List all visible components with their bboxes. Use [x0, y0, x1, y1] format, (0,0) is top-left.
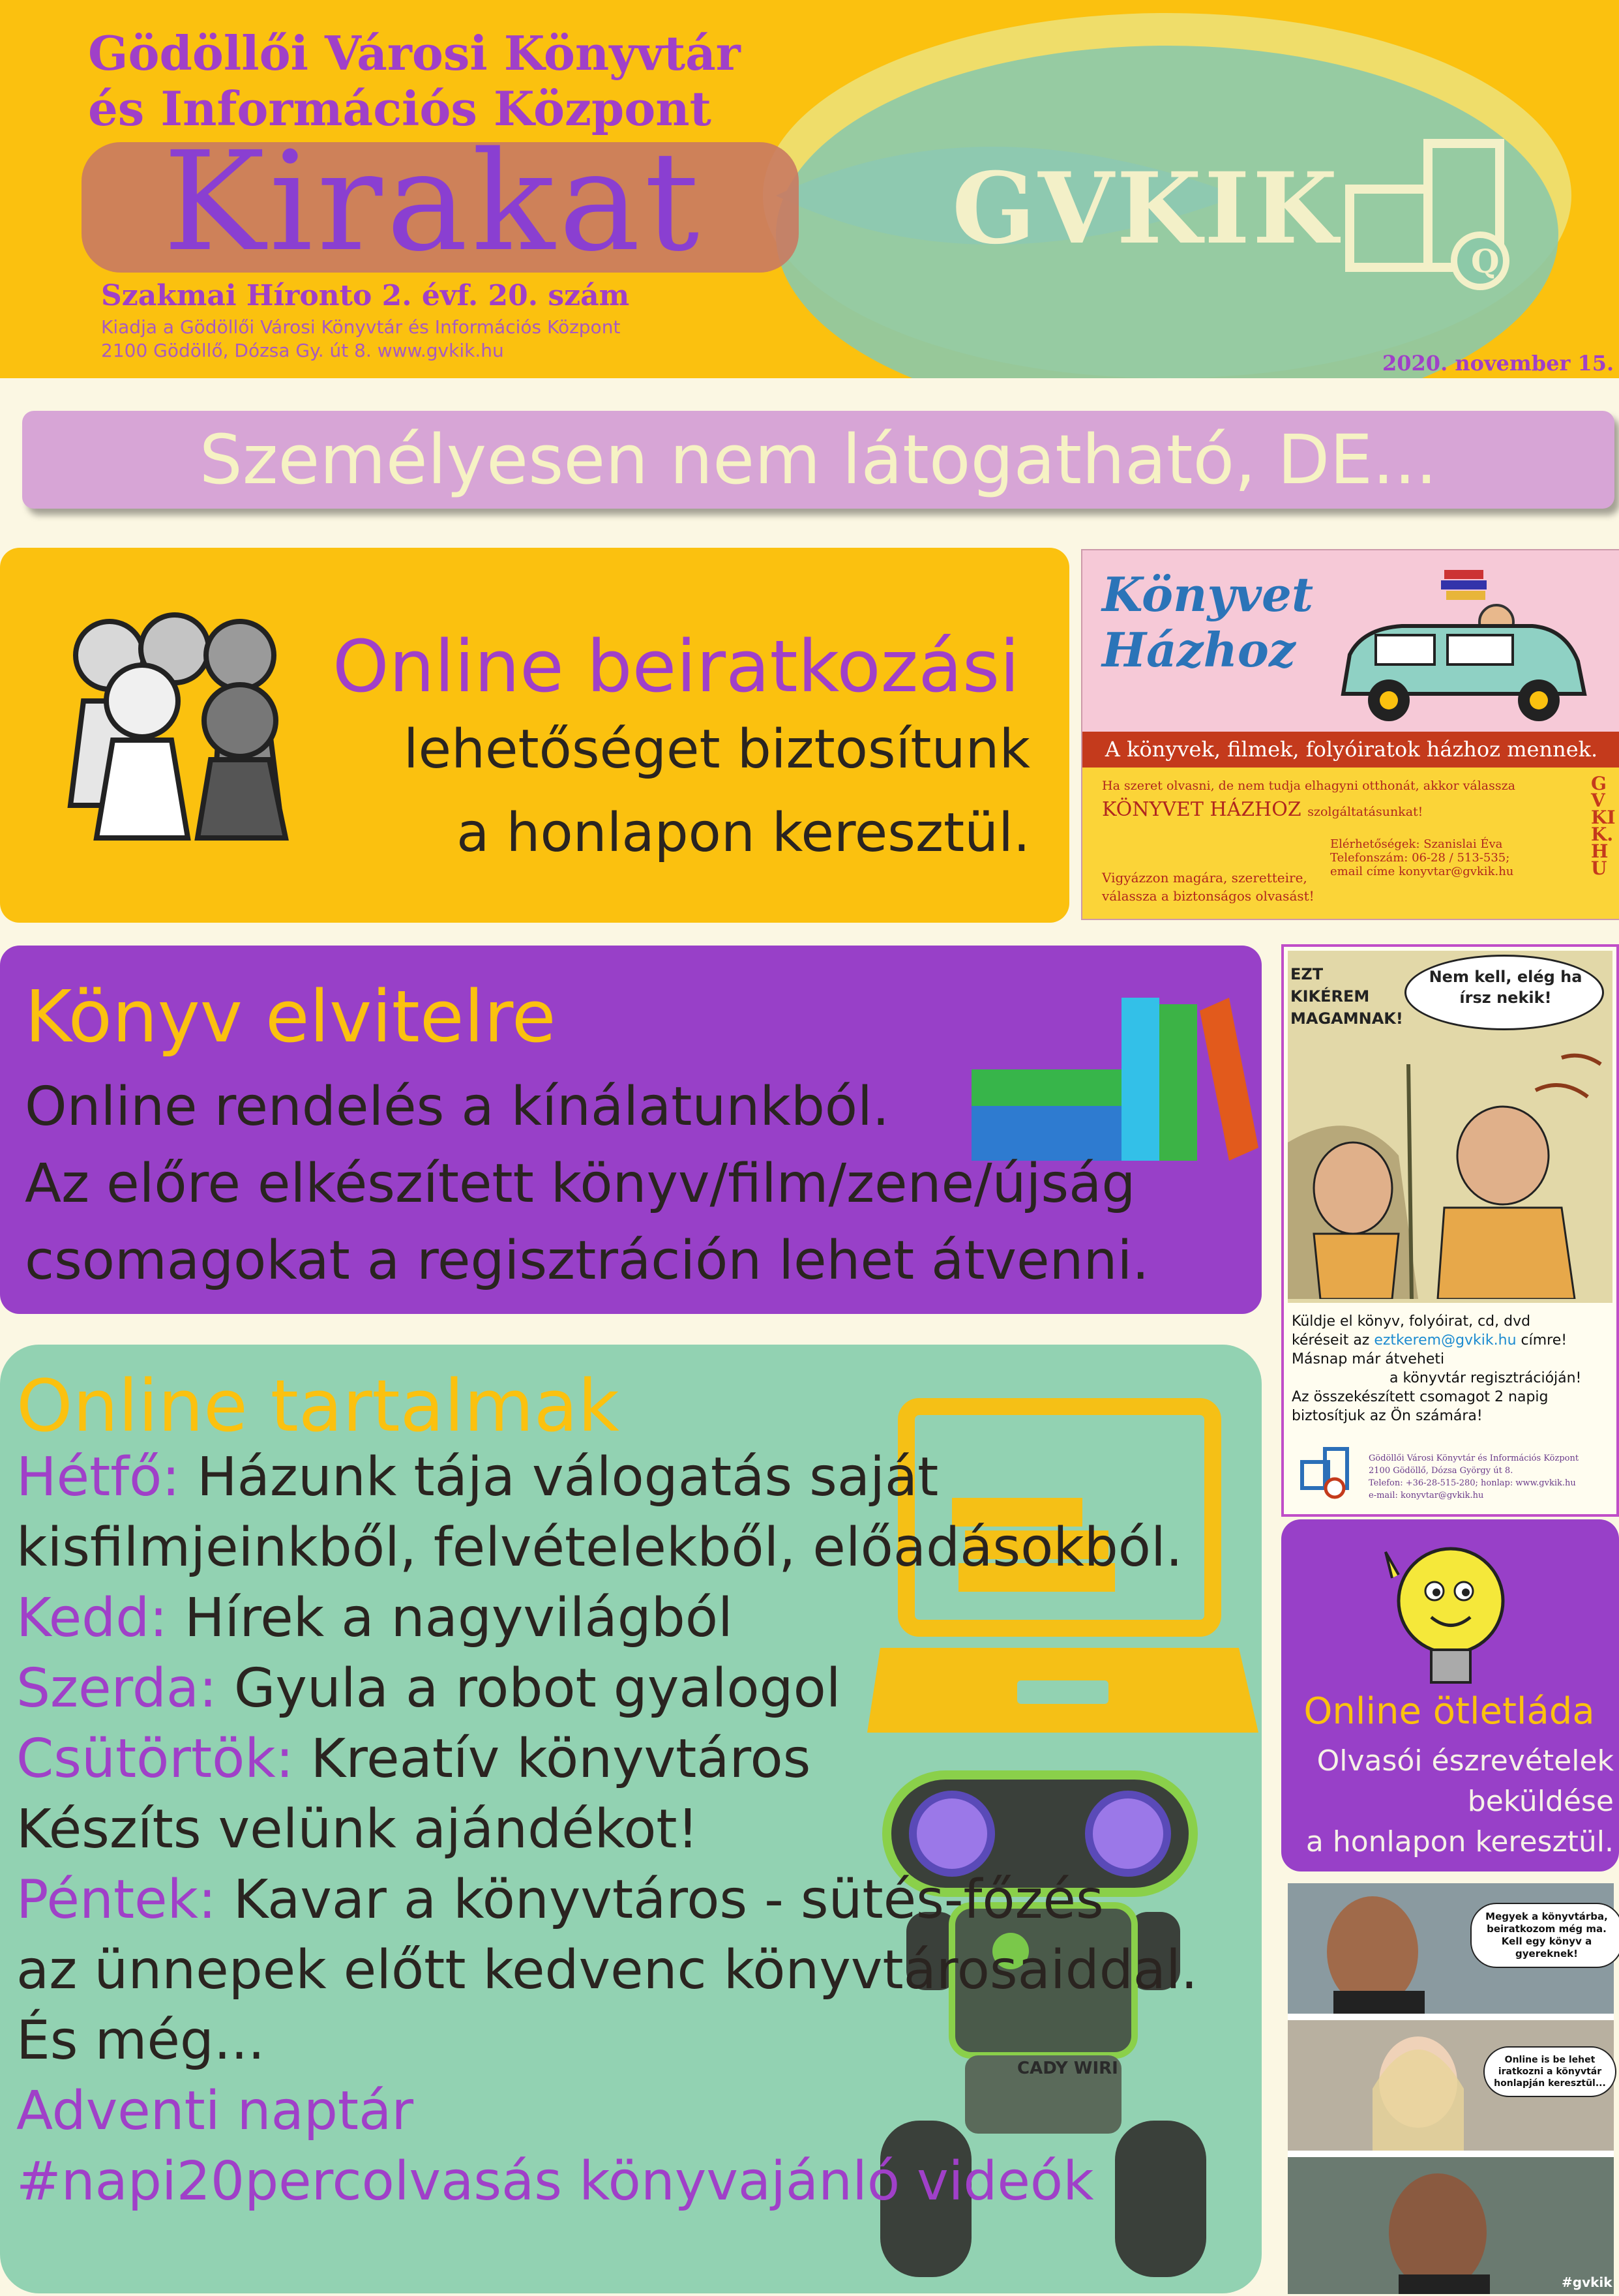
svg-text:Q: Q	[1471, 242, 1500, 280]
delivery-tagline: A könyvek, filmek, folyóiratok házhoz mennek.	[1082, 732, 1619, 768]
advent-calendar: Adventi naptár	[16, 2080, 414, 2142]
enrollment-line2: a honlapon keresztül.	[456, 802, 1030, 864]
takeaway-title: Könyv elvitelre	[25, 975, 556, 1058]
enrollment-line1: lehetőséget biztosítunk	[403, 719, 1030, 781]
schedule-line: Szerda: Gyula a robot gyalogol	[16, 1658, 841, 1720]
reading-videos: #napi20percolvasás könyvajánló videók	[16, 2151, 1094, 2213]
delivery-service: KÖNYVET HÁZHOZ szolgáltatásunkat!	[1102, 798, 1423, 821]
takeaway-line1: Online rendelés a kínálatunkból.	[25, 1076, 889, 1138]
online-content-box	[0, 1345, 1262, 2293]
request-email-link[interactable]: eztkerem@gvkik.hu	[1374, 1332, 1517, 1349]
closed-banner	[22, 411, 1614, 509]
delivery-car-icon	[1324, 563, 1604, 733]
comic-body: Küldje el könyv, folyóirat, cd, dvd kéréseit az eztkerem@gvkik.hu címre! Másnap már átveheti a könyvtár regisztrációján! Az összekészített csomagot 2 napig biztosítjuk az Ön számára!	[1292, 1313, 1582, 1424]
delivery-title1: Könyvet	[1102, 567, 1314, 622]
enrollment-box	[0, 548, 1069, 923]
takeaway-line2: Az előre elkészített könyv/film/zene/újság	[25, 1153, 1136, 1215]
meme-frame1	[1288, 1883, 1614, 2014]
takeaway-line3: csomagokat a regisztráción lehet átvenni.	[25, 1230, 1150, 1292]
newsletter-title: Kirakat	[163, 122, 704, 282]
gvkik-logo-text: GVKIK	[952, 151, 1341, 266]
lightbulb-icon	[1379, 1539, 1522, 1695]
delivery-title2: Házhoz	[1102, 622, 1296, 678]
meme-frame3	[1288, 2157, 1614, 2294]
schedule-line: És még...	[16, 2010, 265, 2072]
meme-tag: #gvkik	[1562, 2274, 1612, 2290]
schedule-line: Kedd: Hírek a nagyvilágból	[16, 1587, 733, 1649]
delivery-text1: Ha szeret olvasni, de nem tudja elhagyni otthonát, akkor válassza	[1102, 779, 1515, 793]
idea-box-title: Online ötletláda	[1303, 1690, 1595, 1733]
delivery-side-text: GVKIK.HU	[1591, 773, 1616, 879]
delivery-text3: válassza a biztonságos olvasást!	[1102, 888, 1315, 904]
weekly-schedule	[16, 1442, 1198, 2217]
delivery-text2: Vigyázzon magára, szeretteire,	[1102, 870, 1307, 886]
online-content-title: Online tartalmak	[16, 1364, 619, 1448]
banner-text: Személyesen nem látogatható, DE...	[199, 420, 1438, 499]
schedule-line: az ünnepek előtt kedvenc könyvtárosaiddal.	[16, 1939, 1198, 2001]
library-logo-icon	[1296, 1442, 1354, 1501]
meme-frame2	[1288, 2020, 1614, 2151]
schedule-line: Hétfő: Házunk tája válogatás saját	[16, 1446, 939, 1508]
address: 2100 Gödöllő, Dózsa Gy. út 8. www.gvkik.hu	[101, 340, 504, 361]
robot-label: CADY WIRI	[1017, 2059, 1118, 2078]
issue-subtitle: Szakmai Híronto 2. évf. 20. szám	[101, 279, 630, 312]
takeaway-box	[0, 946, 1262, 1314]
publisher: Kiadja a Gödöllői Városi Könyvtár és Információs Központ	[101, 316, 621, 338]
idea-box	[1281, 1519, 1619, 1871]
caveman-illustration	[1288, 1038, 1612, 1299]
comic-bubble-left: EZT KIKÉREM MAGAMNAK!	[1290, 965, 1403, 1028]
meme-caption1: Megyek a könyvtárba, beiratkozom még ma. Kell egy könyv a gyereknek!	[1470, 1903, 1619, 1968]
meme-panel	[1288, 1883, 1614, 2294]
book-logo-icon	[1343, 117, 1539, 293]
idea-box-text: Olvasói észrevételek beküldése a honlapon keresztül.	[1305, 1744, 1614, 1858]
schedule-line: Készíts velünk ajándékot!	[16, 1798, 699, 1860]
header	[0, 0, 1619, 378]
comic-bubble-right: Nem kell, elég ha írsz nekik!	[1429, 968, 1582, 1007]
schedule-line: kisfilmjeinkből, felvételekből, előadásokból.	[16, 1517, 1183, 1579]
org-name-line2: és Információs Központ	[88, 81, 711, 136]
book-delivery-ad	[1081, 549, 1619, 920]
issue-date: 2020. november 15.	[1382, 351, 1614, 376]
people-icon	[31, 610, 305, 851]
request-comic	[1281, 944, 1619, 1517]
org-name-line1: Gödöllői Városi Könyvtár	[88, 25, 741, 81]
enrollment-title: Online beiratkozási	[333, 625, 1020, 708]
comic-footer: Gödöllői Városi Könyvtár és Információs Központ 2100 Gödöllő, Dózsa György út 8. Telefon: +36-28-515-280; honlap: www.gvkik.hu e-mail: konyvtar@gvkik.hu	[1369, 1454, 1579, 1500]
meme-caption2: Online is be lehet iratkozni a könyvtár honlapján keresztül...	[1483, 2046, 1616, 2097]
schedule-line: Péntek: Kavar a könyvtáros - sütés-főzés	[16, 1869, 1104, 1931]
delivery-contact: Elérhetőségek: Szanislai Éva Telefonszám: 06-28 / 513-535; email címe konyvtar@gvkik.hu	[1330, 837, 1514, 878]
books-icon	[972, 985, 1258, 1167]
schedule-line: Csütörtök: Kreatív könyvtáros	[16, 1728, 811, 1790]
